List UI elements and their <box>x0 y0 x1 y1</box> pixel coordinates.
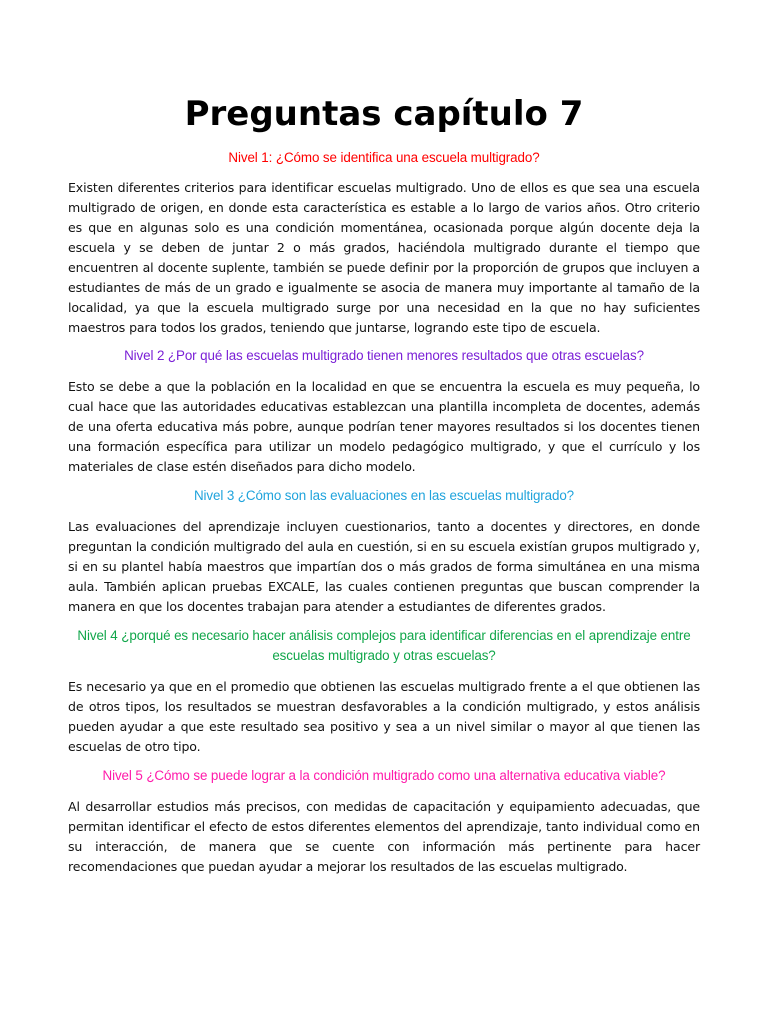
page-title: Preguntas capítulo 7 <box>184 94 584 134</box>
question-heading-1: Nivel 1: ¿Cómo se identifica una escuela multigrado? <box>228 150 540 165</box>
question-heading-2: Nivel 2 ¿Por qué las escuelas multigrado tienen menores resultados que otras escuelas? <box>124 348 644 363</box>
answer-paragraph-3: Las evaluaciones del aprendizaje incluyen cuestionarios, tanto a docentes y directores, en donde preguntan la condición multigrado del aula en cuestión, si en su escuela existían grupos multigrado y, si en su plantel había maestros que impartían dos o más grados de forma simultánea en una misma aula. También aplican pruebas EXCALE, las cuales contienen preguntas que buscan comprender la manera en que los docentes trabajan para atender a estudiantes de diferentes grados. <box>68 519 700 614</box>
answer-paragraph-2: Esto se debe a que la población en la localidad en que se encuentra la escuela es muy pequeña, lo cual hace que las autoridades educativas establezcan una plantilla incompleta de docentes, además de una oferta educativa más pobre, aunque podrían tener mayores resultados si los docentes tienen una formación específica para utilizar un modelo pedagógico multigrado, y que el currículo y los materiales de clase estén diseñados para dicho modelo. <box>68 379 700 474</box>
question-heading-3: Nivel 3 ¿Cómo son las evaluaciones en las escuelas multigrado? <box>193 488 575 503</box>
answer-paragraph-1: Existen diferentes criterios para identificar escuelas multigrado. Uno de ellos es que sea una escuela multigrado de origen, en donde esta característica es estable a lo largo de varios años. Otro criterio es que en algunas solo es una condición momentánea, ocasionada porque algún docente deja la escuela y se deben de juntar 2 o más grados, haciéndola multigrado durante el tiempo que encuentren al docente suplente, también se puede definir por la proporción de grupos que incluyen a estudiantes de más de un grado e igualmente se asocia de manera muy importante al tamaño de la localidad, ya que la escuela multigrado surge por una necesidad en la que no hay suficientes maestros para todos los grados, teniendo que juntarse, logrando este tipo de escuela. <box>68 180 700 335</box>
answer-paragraph-4: Es necesario ya que en el promedio que obtienen las escuelas multigrado frente a el que obtienen las de otros tipos, los resultados se muestran desfavorables a la condición multigrado, y estos análisis pueden ayudar a que este resultado sea positivo y sea a un nivel similar o mayor al que tienen las escuelas de otro tipo. <box>68 679 700 754</box>
question-heading-5: Nivel 5 ¿Cómo se puede lograr a la condición multigrado como una alternativa educativa viable? <box>102 768 666 783</box>
question-heading-4: Nivel 4 ¿porqué es necesario hacer análisis complejos para identificar diferencias en el aprendizaje entre escuelas multigrado y otras escuelas? <box>77 628 691 663</box>
answer-paragraph-5: Al desarrollar estudios más precisos, con medidas de capacitación y equipamiento adecuadas, que permitan identificar el efecto de estos diferentes elementos del aprendizaje, tanto individual como en su interacción, de manera que se cuente con información más pertinente para hacer recomendaciones que puedan ayudar a mejorar los resultados de las escuelas multigrado. <box>68 799 700 874</box>
